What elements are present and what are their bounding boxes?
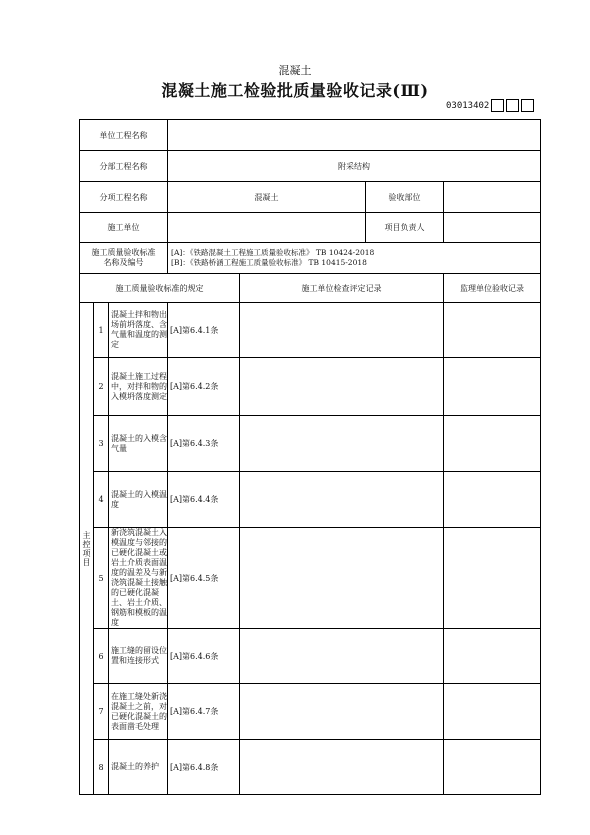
item-text: 在施工缝处新浇混凝土之前，对已硬化混凝土的表面凿毛处理 — [109, 684, 168, 740]
item-text: 新浇筑混凝土入模温度与邻接的已硬化混凝土或岩土介质表面温度的温差及与新浇筑混凝土接触的已硬化混凝土、岩土介质、钢筋和模板的温度 — [109, 528, 168, 629]
item-text: 混凝土施工过程中，对拌和物的入模坍落度测定 — [109, 358, 168, 416]
item-text: 混凝土的养护 — [109, 740, 168, 795]
standard-label-line1: 施工质量验收标准 — [91, 248, 156, 257]
table-row — [80, 303, 541, 358]
standard-value — [168, 243, 541, 274]
construction-unit-label: 施工单位 — [80, 213, 168, 243]
contractor-record-cell[interactable] — [240, 303, 444, 358]
item-text: 混凝土的入模温度 — [109, 472, 168, 528]
contractor-record-cell[interactable] — [240, 528, 444, 629]
unit-project-label: 单位工程名称 — [80, 120, 168, 151]
col-header-supervisor: 监理单位验收记录 — [444, 274, 541, 303]
supervisor-record-cell[interactable] — [444, 684, 541, 740]
table-row — [80, 416, 541, 472]
supervisor-record-cell[interactable] — [444, 740, 541, 795]
form-code: 03013402 — [446, 101, 490, 111]
standard-label — [80, 243, 168, 274]
item-number: 4 — [94, 472, 109, 528]
table-row — [80, 472, 541, 528]
standard-a: [A]：《铁路混凝土工程施工质量验收标准》 TB 10424-2018 — [171, 248, 375, 257]
document-category: 混凝土 — [278, 64, 312, 77]
unit-project-field[interactable] — [168, 120, 541, 151]
contractor-record-cell[interactable] — [240, 472, 444, 528]
inspection-record-table — [79, 119, 541, 795]
supervisor-record-cell[interactable] — [444, 629, 541, 684]
table-row — [80, 629, 541, 684]
item-ref: [A]第6.4.6条 — [168, 629, 240, 684]
standard-label-line2: 名称及编号 — [103, 258, 144, 267]
acceptance-part-label: 验收部位 — [366, 182, 444, 213]
table-row — [80, 684, 541, 740]
item-text: 施工缝的留设位置和连接形式 — [109, 629, 168, 684]
contractor-record-cell[interactable] — [240, 629, 444, 684]
contractor-record-cell[interactable] — [240, 358, 444, 416]
item-number: 3 — [94, 416, 109, 472]
contractor-record-cell[interactable] — [240, 684, 444, 740]
group-label-main-control — [80, 303, 94, 795]
project-manager-label: 项目负责人 — [366, 213, 444, 243]
col-header-contractor: 施工单位检查评定记录 — [240, 274, 444, 303]
division-field[interactable]: 附采结构 — [168, 151, 541, 182]
item-ref: [A]第6.4.4条 — [168, 472, 240, 528]
item-text: 混凝土拌和物出场前坍落度、含气量和温度的测定 — [109, 303, 168, 358]
page-title: 混凝土施工检验批质量验收记录(Ⅲ) — [161, 81, 429, 100]
acceptance-part-field[interactable] — [444, 182, 541, 213]
subitem-label: 分项工程名称 — [80, 182, 168, 213]
supervisor-record-cell[interactable] — [444, 303, 541, 358]
item-ref: [A]第6.4.8条 — [168, 740, 240, 795]
item-number: 8 — [94, 740, 109, 795]
item-number: 7 — [94, 684, 109, 740]
code-box-2[interactable] — [506, 99, 519, 112]
item-number: 1 — [94, 303, 109, 358]
item-ref: [A]第6.4.5条 — [168, 528, 240, 629]
construction-unit-field[interactable] — [168, 213, 366, 243]
table-row — [80, 528, 541, 629]
supervisor-record-cell[interactable] — [444, 528, 541, 629]
group-label-text: 主 控 项 目 — [82, 530, 91, 567]
supervisor-record-cell[interactable] — [444, 416, 541, 472]
contractor-record-cell[interactable] — [240, 416, 444, 472]
item-ref: [A]第6.4.2条 — [168, 358, 240, 416]
table-row — [80, 358, 541, 416]
item-number: 6 — [94, 629, 109, 684]
supervisor-record-cell[interactable] — [444, 358, 541, 416]
contractor-record-cell[interactable] — [240, 740, 444, 795]
item-ref: [A]第6.4.7条 — [168, 684, 240, 740]
col-header-spec: 施工质量验收标准的规定 — [80, 274, 240, 303]
division-label: 分部工程名称 — [80, 151, 168, 182]
standard-b: [B]：《铁路桥涵工程施工质量验收标准》 TB 10415-2018 — [171, 258, 367, 267]
code-box-3[interactable] — [521, 99, 534, 112]
subitem-field[interactable]: 混凝土 — [168, 182, 366, 213]
table-row — [80, 740, 541, 795]
item-number: 2 — [94, 358, 109, 416]
code-box-1[interactable] — [491, 99, 504, 112]
supervisor-record-cell[interactable] — [444, 472, 541, 528]
item-ref: [A]第6.4.1条 — [168, 303, 240, 358]
project-manager-field[interactable] — [444, 213, 541, 243]
item-ref: [A]第6.4.3条 — [168, 416, 240, 472]
item-number: 5 — [94, 528, 109, 629]
item-text: 混凝土的入模含气量 — [109, 416, 168, 472]
